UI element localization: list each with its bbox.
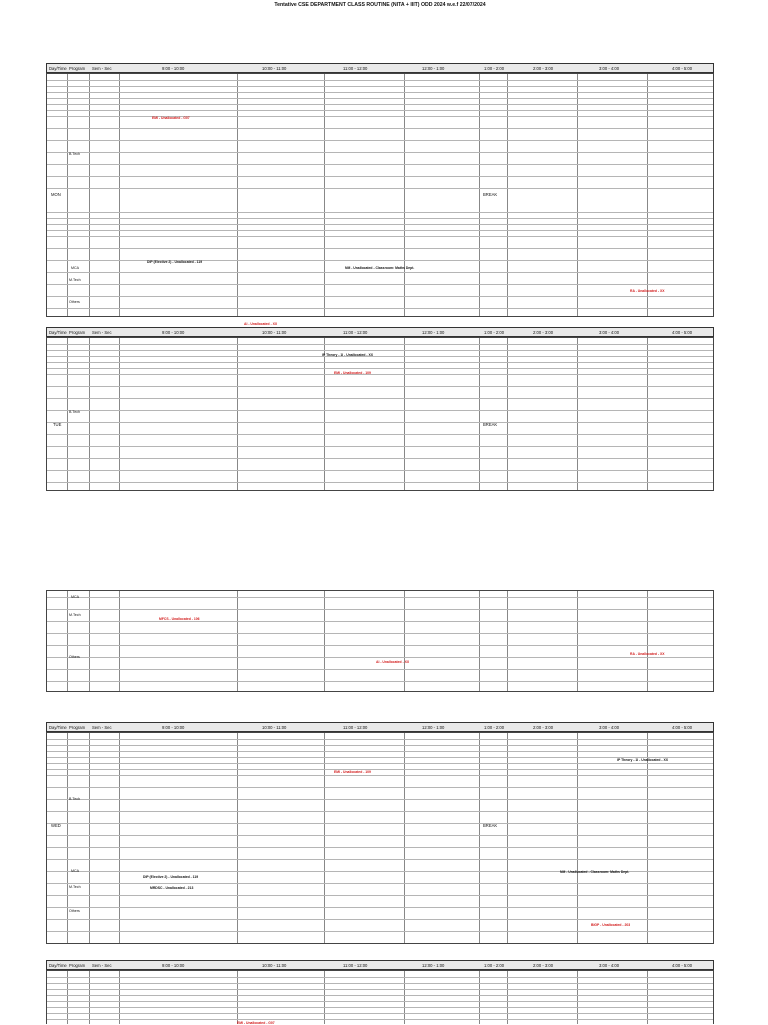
header-slot-3: 11:00 - 12:00 [343,725,368,730]
day-band-wed [46,732,714,944]
program-label: Others [69,909,80,913]
header-slot-4: 12:00 - 1:00 [422,963,445,968]
header-slot-8: 4:00 - 5:00 [672,330,693,335]
day-label: MON [51,192,61,197]
schedule-cell: BIGP - Unallocated - 203 [591,923,631,927]
header-slot-7: 3:00 - 4:00 [599,725,620,730]
schedule-cell: EMI - Unallocated - 109 [334,371,371,375]
header-slot-1: 9:00 - 10:00 [162,963,185,968]
header-slot-2: 10:00 - 11:00 [262,66,287,71]
schedule-cell: RA - Unallocated - XX [630,652,665,656]
header-daytime: Day/Time [49,66,67,71]
break-label: BREAK [483,422,498,427]
program-label: Others [69,655,80,659]
schedule-cell: RA - Unallocated - XX [630,289,665,293]
header-slot-7: 3:00 - 4:00 [599,963,620,968]
header-slot-2: 10:00 - 11:00 [262,725,287,730]
header-program: Program [69,330,86,335]
program-label: M.Tech [69,613,81,617]
program-label: MCA [71,266,79,270]
program-label: Others [69,300,80,304]
table-header [46,722,714,732]
routine-title: Tentative CSE DEPARTMENT CLASS ROUTINE (NITA + IIIT) ODD 2024 w.e.f 22/07/2024 [274,2,486,8]
header-daytime: Day/Time [49,725,67,730]
schedule-cell: IP Theory - 1I - Unallocated - XX [322,353,373,357]
header-sem-sec: Sem - Sec [92,725,112,730]
program-label: MCA [71,869,79,873]
header-daytime: Day/Time [49,330,67,335]
schedule-cell: EMI - Unallocated - 109 [334,770,371,774]
break-label: BREAK [483,192,498,197]
header-sem-sec: Sem - Sec [92,963,112,968]
schedule-cell: AI - Unallocated - XX [376,660,410,664]
header-slot-6: 2:00 - 3:00 [533,725,554,730]
header-slot-8: 4:00 - 5:00 [672,66,693,71]
program-label: MCA [71,595,79,599]
program-label: M.Tech [69,278,81,282]
header-slot-4: 12:00 - 1:00 [422,330,445,335]
schedule-cell: DIP (Elective 2) - Unallocated - 119 [143,875,199,879]
day-band-mon [46,73,714,326]
header-slot-7: 3:00 - 4:00 [599,330,620,335]
day-band-tue [46,337,714,491]
header-slot-1: 9:00 - 10:00 [162,725,185,730]
header-slot-8: 4:00 - 5:00 [672,963,693,968]
header-slot-6: 2:00 - 3:00 [533,66,554,71]
header-sem-sec: Sem - Sec [92,66,112,71]
header-program: Program [69,725,86,730]
header-slot-5: 1:00 - 2:00 [484,330,505,335]
header-slot-6: 2:00 - 3:00 [533,330,554,335]
schedule-cell: MRDSC - Unallocated - 213 [150,886,194,890]
header-slot-3: 11:00 - 12:00 [343,330,368,335]
schedule-cell: AI - Unallocated - XX [244,322,278,326]
schedule-cell: DIP (Elective 2) - Unallocated - 119 [147,260,203,264]
schedule-cell: MFCS - Unallocated - 106 [159,617,200,621]
table-header [46,63,714,73]
header-slot-5: 1:00 - 2:00 [484,66,505,71]
schedule-cell: NM - Unallocated - Classroom: Maths Dept. [560,870,630,874]
header-slot-5: 1:00 - 2:00 [484,963,505,968]
header-slot-8: 4:00 - 5:00 [672,725,693,730]
day-band-thu [46,970,714,1024]
header-slot-3: 11:00 - 12:00 [343,66,368,71]
header-slot-7: 3:00 - 4:00 [599,66,620,71]
break-label: BREAK [483,823,498,828]
program-label: M.Tech [69,885,81,889]
program-label: B.Tech [69,152,80,156]
header-slot-3: 11:00 - 12:00 [343,963,368,968]
schedule-cell: NM - Unallocated - Classroom: Maths Dept. [345,266,415,270]
header-program: Program [69,66,86,71]
header-slot-5: 1:00 - 2:00 [484,725,505,730]
header-slot-6: 2:00 - 3:00 [533,963,554,968]
header-slot-1: 9:00 - 10:00 [162,66,185,71]
program-label: B.Tech [69,410,80,414]
schedule-cell: EMI - Unallocated - G07 [237,1021,275,1025]
schedule-cell: EMI - Unallocated - G07 [152,116,190,120]
header-sem-sec: Sem - Sec [92,330,112,335]
schedule-cell: IP Theory - 1I - Unallocated - XX [617,758,668,762]
header-slot-2: 10:00 - 11:00 [262,963,287,968]
day-label: TUE [53,422,62,427]
program-label: B.Tech [69,797,80,801]
header-slot-4: 12:00 - 1:00 [422,66,445,71]
header-slot-1: 9:00 - 10:00 [162,330,185,335]
header-program: Program [69,963,86,968]
day-label: WED [51,823,61,828]
header-slot-4: 12:00 - 1:00 [422,725,445,730]
header-daytime: Day/Time [49,963,67,968]
day-band-prev [46,590,714,692]
table-header [46,327,714,337]
header-slot-2: 10:00 - 11:00 [262,330,287,335]
table-header [46,960,714,970]
